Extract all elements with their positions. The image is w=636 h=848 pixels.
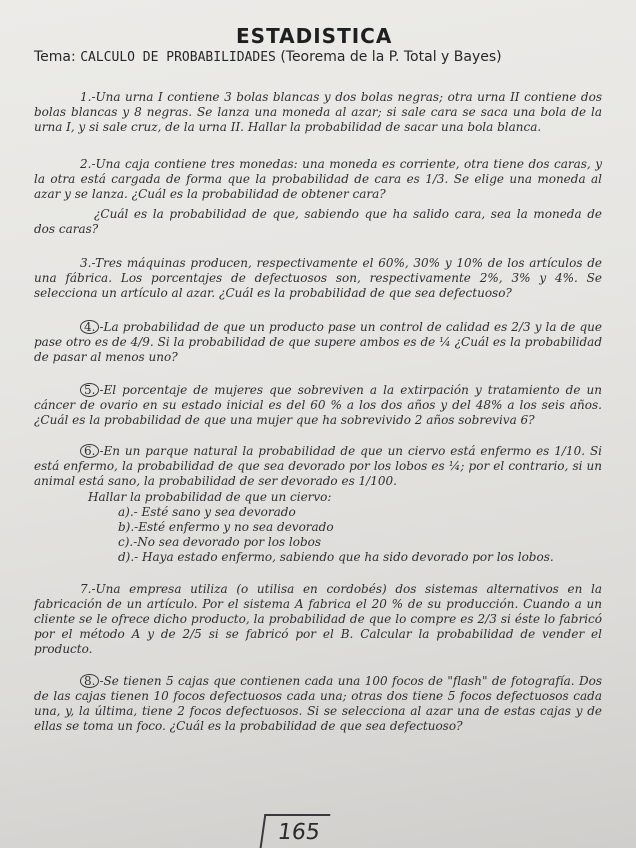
problem-8 [34, 674, 602, 734]
problem-3-text: 3.-Tres máquinas producen, respectivamente el 60%, 30% y 10% de los artículos de una fábrica. Los porcentajes de defectuosos son, respectivamente 2%, 3% y 4%. Se selecciona un artículo al azar. ¿Cuál es la probabilidad de que sea defectuoso? [34, 256, 602, 300]
problem-8-text: -Se tienen 5 cajas que contienen cada una 100 focos de "flash" de fotografía. Dos de las cajas tienen 10 focos defectuosos cada una; otras dos tiene 5 focos defectuosos cada una, y, la última, tiene 2 focos defectuosos. Si se selecciona al azar una de estas cajas y de ellas se toma un foco. ¿Cuál es la probabilidad de que sea defectuoso? [34, 674, 602, 733]
page-title: ESTADISTICA [236, 24, 393, 48]
problem-4 [34, 320, 602, 365]
subtitle-topic: CALCULO DE PROBABILIDADES [80, 50, 276, 65]
problem-2 [34, 157, 602, 202]
problem-6-item-a: a).- Esté sano y sea devorado [118, 505, 296, 519]
problem-6-item-c: c).-No sea devorado por los lobos [118, 535, 322, 549]
problem-6-text: -En un parque natural la probabilidad de que un ciervo está enfermo es 1/10. Si está enfermo, la probabilidad de que sea devorado por los lobos es ¼; por el contrario, si un animal está sano, la probabilidad de ser devorado es 1/100. [34, 444, 602, 488]
problem-2-question-text: ¿Cuál es la probabilidad de que, sabiendo que ha salido cara, sea la moneda de dos caras? [34, 207, 602, 236]
problem-4-text: -La probabilidad de que un producto pase un control de calidad es 2/3 y la de que pase otro es de 4/9. Si la probabilidad de que supere ambos es de ¼ ¿Cuál es la probabilidad de pasar al menos uno? [34, 320, 602, 364]
problem-1-text: 1.-Una urna I contiene 3 bolas blancas y dos bolas negras; otra urna II contiene dos bolas blancas y 8 negras. Se lanza una moneda al azar; si sale cara se saca una bola de la urna I, y si sale cruz, de la urna II. Hallar la probabilidad de sacar una bola blanca. [34, 90, 602, 134]
problem-5 [34, 383, 602, 428]
problem-2-question [34, 207, 602, 237]
problem-7-text: 7.-Una empresa utiliza (o utilisa en cordobés) dos sistemas alternativos en la fabricación de un artículo. Por el sistema A fabrica el 20 % de su producción. Cuando a un cliente se le ofrece dicho producto, la probabilidad de que lo compre es 2/3 si éste lo fabricó por el método A y de 2/5 si se fabricó por el B. Calcular la probabilidad de vender el producto. [34, 582, 602, 656]
problem-5-text: -El porcentaje de mujeres que sobreviven a la extirpación y tratamiento de un cáncer de ovario en su estado inicial es del 60 % a los dos años y del 48% a los seis años. ¿Cuál es la probabilidad de que una mujer que ha sobrevivido 2 años sobreviva 6? [34, 383, 602, 427]
page-number: 165 [260, 814, 331, 848]
problem-5-number: 5. [80, 383, 99, 397]
problem-6 [34, 444, 602, 489]
subtitle-note: (Teorema de la P. Total y Bayes) [280, 49, 502, 65]
problem-6-item-b: b).-Esté enfermo y no sea devorado [118, 520, 334, 534]
subtitle-prefix: Tema: [34, 49, 76, 65]
problem-6-number: 6. [80, 444, 99, 458]
problem-3 [34, 256, 602, 301]
problem-8-number: 8. [80, 674, 99, 688]
problem-6-prompt: Hallar la probabilidad de que un ciervo: [88, 490, 332, 504]
problem-7 [34, 582, 602, 657]
problem-2-text: 2.-Una caja contiene tres monedas: una moneda es corriente, otra tiene dos caras, y la otra está cargada de forma que la probabilidad de cara es 1/3. Se elige una moneda al azar y se lanza. ¿Cuál es la probabilidad de obtener cara? [34, 157, 602, 201]
problem-6-item-d: d).- Haya estado enfermo, sabiendo que ha sido devorado por los lobos. [118, 550, 554, 564]
problem-1 [34, 90, 602, 135]
problem-4-number: 4. [80, 320, 99, 334]
subtitle [34, 49, 502, 65]
